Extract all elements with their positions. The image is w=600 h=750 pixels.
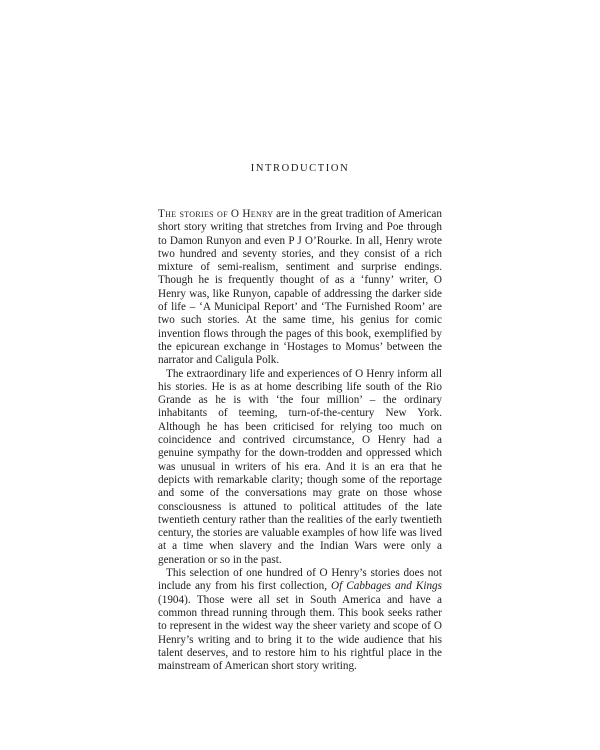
book-title: Of Cabbages and Kings	[331, 580, 442, 593]
paragraph-lead-in: The stories of O Henry	[158, 208, 274, 220]
paragraph-text: (1904). Those were all set in South America and have a common thread running through them. This book seeks rather to represent in the widest way the sheer variety and scope of O Henry’s writing and to bring it to the wide audience that his talent deserves, and to restore him to his rightful place in the mainstream of American short story writing.	[158, 593, 442, 673]
page-title: INTRODUCTION	[250, 163, 350, 174]
paragraph-2	[158, 368, 442, 567]
introduction-body	[158, 208, 442, 673]
paragraph-1	[158, 208, 442, 368]
paragraph-text: This selection of one hundred of O Henry’s stories does not include any from his first collection,	[158, 567, 442, 593]
paragraph-text: The extraordinary life and experiences of O Henry inform all his stories. He is as at home describing life south of the Rio Grande as he is with ‘the four million’ – the ordinary inhabitants of teeming, turn-of-the-century New York. Although he has been criticised for relying too much on coincidence and contrived circumstance, O Henry had a genuine sympathy for the down-trodden and oppressed which was unusual in writers of his era. And it is an era that he depicts with remarkable clarity; though some of the reportage and some of the conversations may grate on those whose consciousness is attuned to political attitudes of the late twentieth century rather than the realities of the early twentieth century, the stories are valuable examples of how life was lived at a time when slavery and the Indian Wars were only a generation or so in the past.	[158, 367, 442, 566]
paragraph-3	[158, 567, 442, 673]
paragraph-text: are in the great tradition of American short story writing that stretches from Irving and Poe through to Damon Runyon and even P J O’Rourke. In all, Henry wrote two hundred and seventy stories, and they consist of a rich mixture of semi-realism, sentiment and surprise endings. Though he is frequently thought of as a ‘funny’ writer, O Henry was, like Runyon, capable of addressing the darker side of life – ‘A Municipal Report’ and ‘The Furnished Room’ are two such stories. At the same time, his genius for comic invention flows through the pages of this book, exemplified by the epicurean exchange in ‘Hostages to Momus’ between the narrator and Caligula Polk.	[158, 208, 442, 367]
